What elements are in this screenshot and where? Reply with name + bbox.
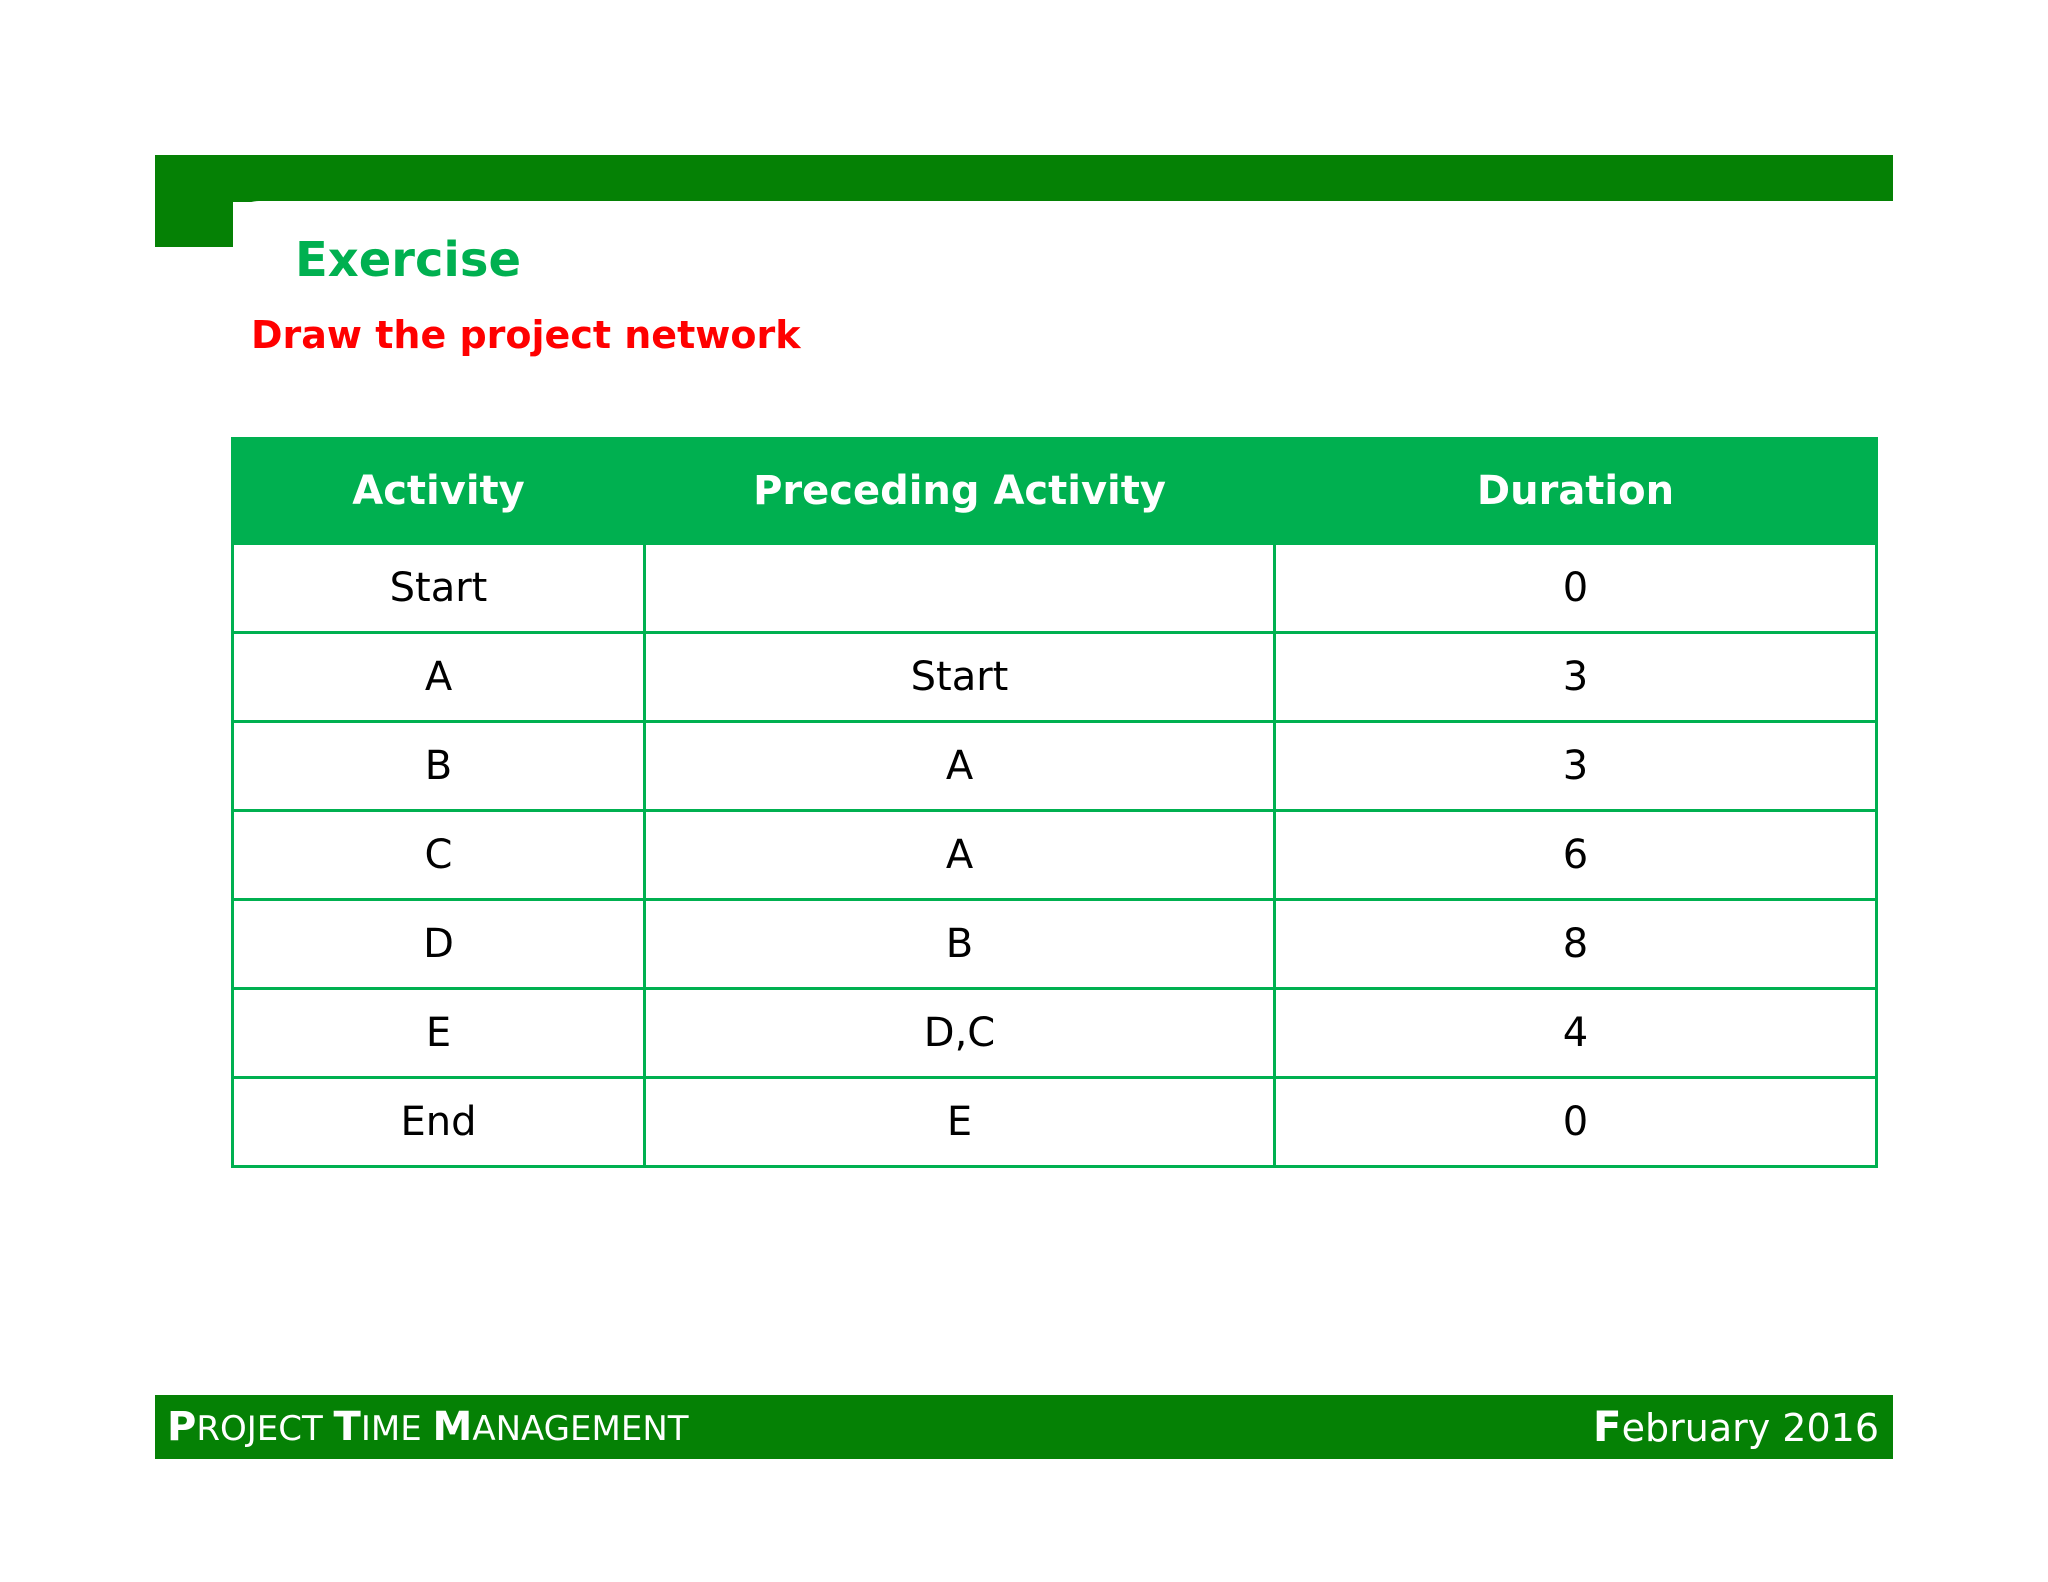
- cell-preceding: A: [645, 722, 1275, 811]
- cell-preceding: B: [645, 900, 1275, 989]
- cell-duration: 3: [1275, 633, 1877, 722]
- cell-preceding: Start: [645, 633, 1275, 722]
- cell-activity: B: [233, 722, 645, 811]
- table-row: [233, 1078, 1877, 1167]
- header-duration: Duration: [1275, 439, 1877, 544]
- activity-table: [231, 437, 1875, 1168]
- table-row: [233, 900, 1877, 989]
- table-row: [233, 722, 1877, 811]
- slide-title: Exercise: [295, 232, 522, 288]
- cell-duration: 0: [1275, 1078, 1877, 1167]
- cell-activity: E: [233, 989, 645, 1078]
- cell-preceding: E: [645, 1078, 1275, 1167]
- footer-bar: [155, 1395, 1893, 1459]
- top-banner-tab: [155, 155, 233, 247]
- cell-duration: 3: [1275, 722, 1877, 811]
- cell-activity: Start: [233, 544, 645, 633]
- cell-activity: D: [233, 900, 645, 989]
- cell-activity: C: [233, 811, 645, 900]
- cell-duration: 8: [1275, 900, 1877, 989]
- cell-activity: End: [233, 1078, 645, 1167]
- cell-preceding: D,C: [645, 989, 1275, 1078]
- header-preceding-activity: Preceding Activity: [645, 439, 1275, 544]
- table-row: [233, 633, 1877, 722]
- cell-preceding: A: [645, 811, 1275, 900]
- cell-activity: A: [233, 633, 645, 722]
- top-banner: [155, 155, 1893, 202]
- table-row: [233, 989, 1877, 1078]
- table-header-row: [233, 439, 1877, 544]
- footer-course-title: PROJECT TIME MANAGEMENT: [167, 1404, 689, 1450]
- slide-subtitle: Draw the project network: [251, 313, 801, 357]
- cell-preceding: [645, 544, 1275, 633]
- footer-date: February 2016: [1592, 1402, 1879, 1451]
- table-row: [233, 811, 1877, 900]
- header-activity: Activity: [233, 439, 645, 544]
- cell-duration: 6: [1275, 811, 1877, 900]
- cell-duration: 4: [1275, 989, 1877, 1078]
- table-row: [233, 544, 1877, 633]
- cell-duration: 0: [1275, 544, 1877, 633]
